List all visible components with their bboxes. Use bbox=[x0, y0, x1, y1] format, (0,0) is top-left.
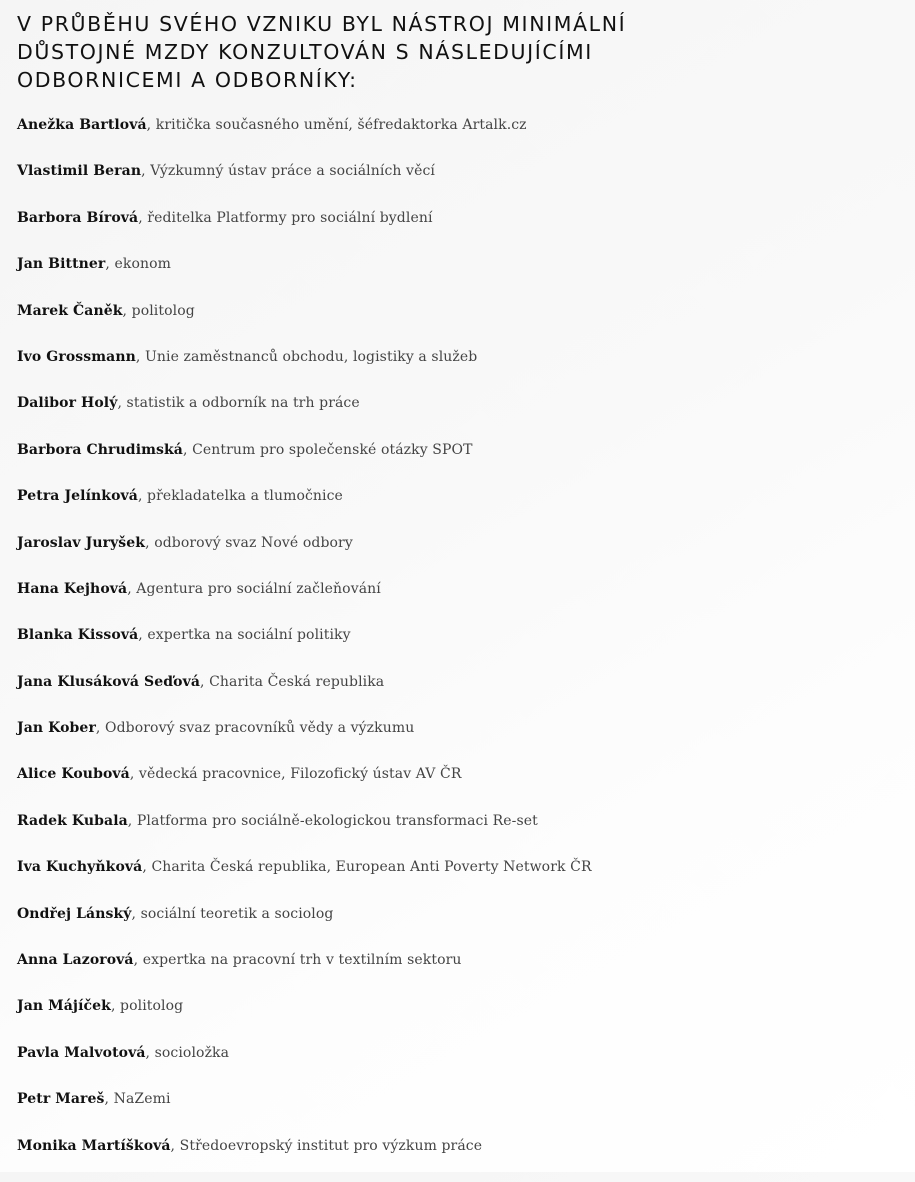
expert-item bbox=[17, 672, 897, 718]
experts-list bbox=[17, 115, 897, 1182]
expert-item bbox=[17, 764, 897, 810]
expert-item bbox=[17, 254, 897, 300]
expert-item bbox=[17, 857, 897, 903]
expert-name: Petr Mareš bbox=[17, 1091, 105, 1108]
expert-name: Vlastimil Beran bbox=[17, 163, 142, 180]
expert-item bbox=[17, 718, 897, 764]
expert-description: , Centrum pro společenské otázky SPOT bbox=[182, 441, 473, 458]
expert-description: , statistik a odborník na trh práce bbox=[117, 395, 360, 412]
expert-name: Radek Kubala bbox=[17, 812, 128, 829]
expert-description: , politolog bbox=[110, 998, 184, 1015]
expert-description: , Agentura pro sociální začleňování bbox=[127, 580, 381, 597]
expert-item bbox=[17, 486, 897, 532]
expert-description: , odborový svaz Nové odbory bbox=[145, 534, 353, 551]
expert-item bbox=[17, 996, 897, 1042]
expert-description: , Unie zaměstnanců obchodu, logistiky a služeb bbox=[135, 348, 478, 365]
expert-name: Anna Lazorová bbox=[17, 952, 134, 969]
expert-name: Barbora Chrudimská bbox=[17, 441, 183, 458]
expert-name: Jan Kober bbox=[17, 720, 96, 737]
expert-name: Petra Jelínková bbox=[17, 488, 138, 505]
expert-description: , kritička současného umění, šéfredaktorka Artalk.cz bbox=[146, 117, 527, 133]
page-heading: V PRŮBĚHU SVÉHO VZNIKU BYL NÁSTROJ MINIMÁLNÍ DŮSTOJNÉ MZDY KONZULTOVÁN S NÁSLEDUJÍCÍMI ODBORNICEMI A ODBORNÍKY: bbox=[17, 12, 627, 92]
expert-description: , expertka na sociální politiky bbox=[138, 627, 351, 644]
expert-item bbox=[17, 811, 897, 857]
expert-item bbox=[17, 1089, 897, 1135]
expert-item bbox=[17, 904, 897, 950]
expert-name: Jaroslav Juryšek bbox=[17, 534, 146, 551]
expert-description: , vědecká pracovnice, Filozofický ústav AV ČR bbox=[129, 766, 462, 783]
expert-description: , expertka na pracovní trh v textilním sektoru bbox=[133, 952, 462, 969]
expert-name: Jana Klusáková Seďová bbox=[17, 673, 201, 690]
expert-item bbox=[17, 1136, 897, 1182]
expert-name: Dalibor Holý bbox=[17, 395, 118, 412]
expert-name: Iva Kuchyňková bbox=[17, 859, 143, 876]
expert-description: , Středoevropský institut pro výzkum práce bbox=[170, 1137, 483, 1154]
expert-name: Anežka Bartlová bbox=[17, 117, 147, 133]
expert-name: Ondřej Lánský bbox=[17, 905, 132, 922]
expert-description: , Charita Česká republika bbox=[200, 673, 385, 690]
expert-name: Ivo Grossmann bbox=[17, 348, 136, 365]
expert-description: , ekonom bbox=[105, 256, 172, 273]
expert-item bbox=[17, 533, 897, 579]
expert-name: Jan Bittner bbox=[17, 256, 106, 273]
expert-description: , překladatelka a tlumočnice bbox=[137, 488, 343, 505]
expert-description: , NaZemi bbox=[104, 1091, 171, 1108]
expert-description: , socioložka bbox=[145, 1044, 230, 1061]
expert-item bbox=[17, 208, 897, 254]
expert-name: Marek Čaněk bbox=[17, 302, 123, 319]
expert-item bbox=[17, 950, 897, 996]
expert-name: Pavla Malvotová bbox=[17, 1044, 146, 1061]
expert-item bbox=[17, 393, 897, 439]
expert-item bbox=[17, 115, 897, 161]
expert-description: , sociální teoretik a sociolog bbox=[131, 905, 334, 922]
expert-description: , Platforma pro sociálně-ekologickou transformaci Re-set bbox=[127, 812, 538, 829]
expert-description: , Odborový svaz pracovníků vědy a výzkumu bbox=[95, 720, 415, 737]
expert-name: Barbora Bírová bbox=[17, 209, 139, 226]
expert-name: Hana Kejhová bbox=[17, 580, 128, 597]
expert-item bbox=[17, 347, 897, 393]
expert-item bbox=[17, 625, 897, 671]
expert-description: , ředitelka Platformy pro sociální bydlení bbox=[138, 209, 433, 226]
expert-item bbox=[17, 161, 897, 207]
expert-name: Blanka Kissová bbox=[17, 627, 139, 644]
expert-description: , Výzkumný ústav práce a sociálních věcí bbox=[141, 163, 435, 180]
expert-name: Jan Májíček bbox=[17, 998, 111, 1015]
expert-description: , politolog bbox=[122, 302, 195, 319]
expert-item bbox=[17, 579, 897, 625]
expert-name: Monika Martíšková bbox=[17, 1137, 171, 1154]
expert-item bbox=[17, 301, 897, 347]
expert-name: Alice Koubová bbox=[17, 766, 130, 783]
expert-description: , Charita Česká republika, European Anti Poverty Network ČR bbox=[142, 859, 592, 876]
page-content bbox=[17, 10, 897, 1154]
expert-item bbox=[17, 1043, 897, 1089]
expert-item bbox=[17, 440, 897, 486]
